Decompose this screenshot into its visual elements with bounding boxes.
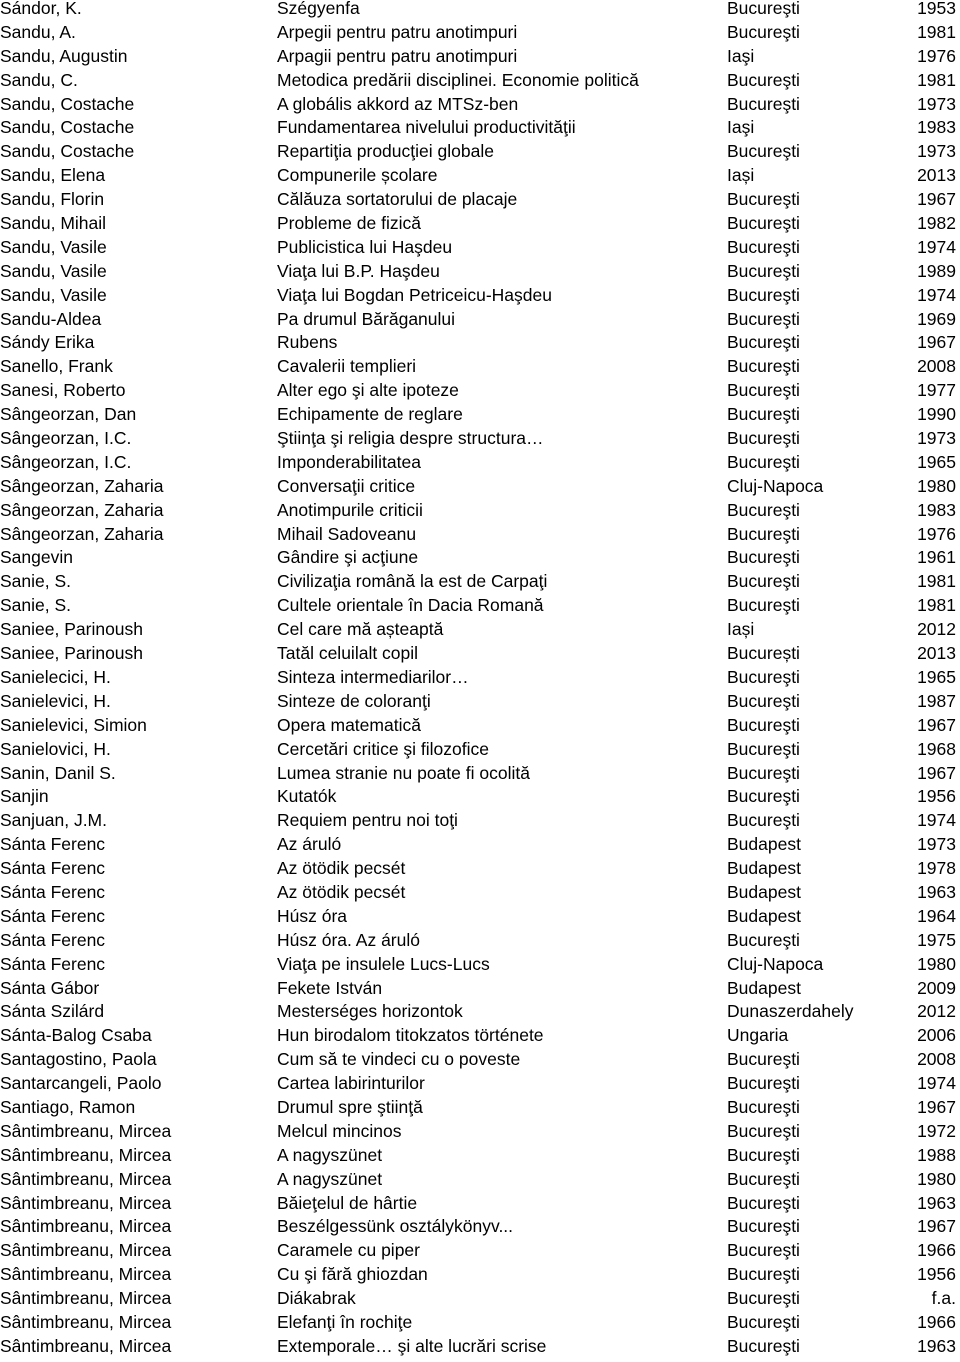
list-item: [0, 355, 960, 379]
publication-year: 1974: [917, 236, 956, 257]
author-name: Sanie, S.: [0, 571, 72, 592]
author-name: Sandu, Elena: [0, 165, 106, 186]
list-item: [0, 1024, 960, 1048]
publication-city: Bucureşti: [727, 451, 800, 472]
publication-city: Bucureşti: [727, 1311, 800, 1332]
publication-year: 1953: [917, 0, 956, 18]
list-item: [0, 690, 960, 714]
author-name: Santagostino, Paola: [0, 1049, 157, 1070]
publication-city: Bucureşti: [727, 21, 800, 42]
author-name: Sângeorzan, I.C.: [0, 451, 132, 472]
publication-city: Bucureşti: [727, 1073, 800, 1094]
book-title: Beszélgessünk osztálykönyv...: [277, 1216, 514, 1237]
list-item: [0, 809, 960, 833]
author-name: Sanesi, Roberto: [0, 380, 126, 401]
author-name: Santarcangeli, Paolo: [0, 1073, 162, 1094]
publication-city: Bucureşti: [727, 1144, 800, 1165]
list-item: [0, 499, 960, 523]
book-title: Szégyenfa: [277, 0, 360, 18]
publication-year: 1967: [917, 189, 956, 210]
publication-city: Bucureşti: [727, 404, 800, 425]
author-name: Sandu, Costache: [0, 141, 135, 162]
list-item: [0, 308, 960, 332]
publication-year: 1974: [917, 1073, 956, 1094]
publication-year: 1965: [917, 451, 956, 472]
publication-city: Bucureşti: [727, 332, 800, 353]
list-item: [0, 1096, 960, 1120]
book-title: Opera matematică: [277, 714, 421, 735]
book-title: Băieţelul de hârtie: [277, 1192, 418, 1213]
list-item: [0, 1287, 960, 1311]
author-name: Sanielecici, H.: [0, 666, 111, 687]
publication-year: 1961: [917, 547, 956, 568]
publication-city: Bucureşti: [727, 499, 800, 520]
publication-city: Bucureşti: [727, 666, 800, 687]
list-item: [0, 905, 960, 929]
publication-year: 1973: [917, 141, 956, 162]
list-item: [0, 1192, 960, 1216]
book-title: Cercetări critice şi filozofice: [277, 738, 489, 759]
book-title: Ştiinţa şi religia despre structura…: [277, 428, 544, 449]
list-item: [0, 164, 960, 188]
publication-year: 1980: [917, 475, 956, 496]
publication-city: Bucureşti: [727, 1096, 800, 1117]
publication-year: 1980: [917, 953, 956, 974]
list-item: [0, 1000, 960, 1024]
publication-city: București: [727, 643, 800, 664]
publication-city: Bucureşti: [727, 236, 800, 257]
list-item: [0, 284, 960, 308]
publication-year: 1967: [917, 714, 956, 735]
publication-city: Bucureşti: [727, 929, 800, 950]
publication-year: 1976: [917, 45, 956, 66]
book-title: Mihail Sadoveanu: [277, 523, 417, 544]
publication-city: Cluj-Napoca: [727, 475, 824, 496]
author-name: Sandu, Augustin: [0, 45, 128, 66]
publication-city: Bucureşti: [727, 571, 800, 592]
author-name: Sângeorzan, Zaharia: [0, 523, 164, 544]
list-item: [0, 140, 960, 164]
list-item: [0, 331, 960, 355]
book-title: Compunerile școlare: [277, 165, 438, 186]
list-item: [0, 212, 960, 236]
publication-city: Bucureşti: [727, 428, 800, 449]
author-name: Santiago, Ramon: [0, 1096, 136, 1117]
publication-year: 1956: [917, 786, 956, 807]
publication-city: Bucureşti: [727, 1216, 800, 1237]
author-name: Sântimbreanu, Mircea: [0, 1240, 172, 1261]
author-name: Sandu, Costache: [0, 117, 135, 138]
publication-year: 1967: [917, 1216, 956, 1237]
publication-year: 1965: [917, 666, 956, 687]
book-title: Cel care mă așteaptă: [277, 619, 444, 640]
book-title: Arpegii pentru patru anotimpuri: [277, 21, 518, 42]
publication-city: Bucureşti: [727, 547, 800, 568]
book-title: Echipamente de reglare: [277, 404, 463, 425]
list-item: [0, 188, 960, 212]
author-name: Sântimbreanu, Mircea: [0, 1120, 172, 1141]
publication-city: Bucureşti: [727, 595, 800, 616]
author-name: Sântimbreanu, Mircea: [0, 1144, 172, 1165]
book-title: Rubens: [277, 332, 338, 353]
author-name: Sánta Ferenc: [0, 953, 106, 974]
publication-city: Bucureşti: [727, 213, 800, 234]
book-title: Metodica predării disciplinei. Economie politică: [277, 69, 639, 90]
publication-city: Bucureşti: [727, 284, 800, 305]
book-title: Fekete István: [277, 977, 383, 998]
publication-year: 1989: [917, 260, 956, 281]
publication-city: Bucureşti: [727, 93, 800, 114]
book-title: A globális akkord az MTSz-ben: [277, 93, 519, 114]
author-name: Sângeorzan, Zaharia: [0, 499, 164, 520]
author-name: Sandu-Aldea: [0, 308, 102, 329]
list-item: [0, 1120, 960, 1144]
book-title: Elefanţi în rochiţe: [277, 1311, 413, 1332]
author-name: Saniee, Parinoush: [0, 619, 144, 640]
book-title: Az áruló: [277, 834, 342, 855]
list-item: [0, 1144, 960, 1168]
publication-year: 1963: [917, 1335, 956, 1356]
list-item: [0, 785, 960, 809]
publication-city: Bucureşti: [727, 380, 800, 401]
author-name: Sándy Erika: [0, 332, 95, 353]
publication-year: 2006: [917, 1025, 956, 1046]
publication-city: Budapest: [727, 977, 801, 998]
publication-year: 2013: [917, 165, 956, 186]
list-item: [0, 618, 960, 642]
author-name: Sanin, Danil S.: [0, 762, 116, 783]
list-item: [0, 857, 960, 881]
book-title: Civilizaţia română la est de Carpaţi: [277, 571, 548, 592]
book-title: Cultele orientale în Dacia Romană: [277, 595, 544, 616]
publication-year: 1972: [917, 1120, 956, 1141]
list-item: [0, 260, 960, 284]
publication-year: 1967: [917, 762, 956, 783]
book-title: Publicistica lui Haşdeu: [277, 236, 453, 257]
publication-year: 2008: [917, 1049, 956, 1070]
list-item: [0, 403, 960, 427]
publication-year: 2013: [917, 643, 956, 664]
publication-year: 1973: [917, 428, 956, 449]
author-name: Sánta Szilárd: [0, 1001, 105, 1022]
publication-year: 1966: [917, 1240, 956, 1261]
author-name: Sanielevici, H.: [0, 690, 111, 711]
list-item: [0, 1263, 960, 1287]
publication-year: 1988: [917, 1144, 956, 1165]
list-item: [0, 69, 960, 93]
author-name: Sântimbreanu, Mircea: [0, 1216, 172, 1237]
list-item: [0, 570, 960, 594]
publication-city: Bucureşti: [727, 738, 800, 759]
author-name: Sângeorzan, Dan: [0, 404, 137, 425]
book-title: Alter ego şi alte ipoteze: [277, 380, 459, 401]
author-name: Sandu, Florin: [0, 189, 105, 210]
author-name: Sandu, Vasile: [0, 260, 107, 281]
publication-city: Iași: [727, 619, 755, 640]
publication-city: Iași: [727, 165, 755, 186]
publication-city: Bucureşti: [727, 1168, 800, 1189]
list-item: [0, 953, 960, 977]
book-title: Mesterséges horizontok: [277, 1001, 463, 1022]
book-title: Tatăl celuilalt copil: [277, 643, 419, 664]
author-name: Sánta Gábor: [0, 977, 100, 998]
author-name: Sângeorzan, Zaharia: [0, 475, 164, 496]
book-title: Cavalerii templieri: [277, 356, 417, 377]
publication-year: 2009: [917, 977, 956, 998]
list-item: [0, 714, 960, 738]
book-title: Hun birodalom titokzatos története: [277, 1025, 544, 1046]
list-item: [0, 1239, 960, 1263]
author-name: Sánta Ferenc: [0, 929, 106, 950]
author-name: Sandu, Vasile: [0, 236, 107, 257]
book-title: Cartea labirinturilor: [277, 1073, 425, 1094]
list-item: [0, 45, 960, 69]
publication-city: Bucureşti: [727, 1120, 800, 1141]
publication-city: Bucureşti: [727, 762, 800, 783]
list-item: [0, 116, 960, 140]
publication-city: Bucureşti: [727, 714, 800, 735]
book-title: A nagyszünet: [277, 1168, 383, 1189]
list-item: [0, 666, 960, 690]
author-name: Sandu, Vasile: [0, 284, 107, 305]
book-title: Az ötödik pecsét: [277, 881, 406, 902]
book-title: Viaţa lui B.P. Haşdeu: [277, 260, 440, 281]
book-title: Viaţa lui Bogdan Petriceicu-Haşdeu: [277, 284, 552, 305]
publication-year: 1987: [917, 690, 956, 711]
book-title: Kutatók: [277, 786, 337, 807]
list-item: [0, 594, 960, 618]
book-title: A nagyszünet: [277, 1144, 383, 1165]
author-name: Sangevin: [0, 547, 73, 568]
publication-city: Bucureşti: [727, 690, 800, 711]
publication-city: Bucureşti: [727, 1240, 800, 1261]
list-item: [0, 977, 960, 1001]
author-name: Sântimbreanu, Mircea: [0, 1192, 172, 1213]
book-title: Sinteze de coloranţi: [277, 690, 431, 711]
publication-year: 1982: [917, 213, 956, 234]
author-name: Sântimbreanu, Mircea: [0, 1288, 172, 1309]
publication-year: 1964: [917, 905, 956, 926]
publication-city: Dunaszerdahely: [727, 1001, 854, 1022]
publication-city: Bucureşti: [727, 0, 800, 18]
publication-year: 2012: [917, 1001, 956, 1022]
author-name: Sanielevici, Simion: [0, 714, 147, 735]
publication-city: Bucureşti: [727, 1288, 800, 1309]
author-name: Sánta Ferenc: [0, 905, 106, 926]
list-item: [0, 427, 960, 451]
publication-year: 1981: [917, 595, 956, 616]
publication-city: Cluj-Napoca: [727, 953, 824, 974]
publication-year: 1981: [917, 21, 956, 42]
book-title: Extemporale… şi alte lucrări scrise: [277, 1335, 547, 1356]
author-name: Sandu, Costache: [0, 93, 135, 114]
publication-year: 1956: [917, 1264, 956, 1285]
book-title: Húsz óra. Az áruló: [277, 929, 420, 950]
publication-city: Bucureşti: [727, 1335, 800, 1356]
list-item: [0, 0, 960, 21]
publication-year: 1981: [917, 69, 956, 90]
list-item: [0, 475, 960, 499]
publication-city: Ungaria: [727, 1025, 789, 1046]
list-item: [0, 1215, 960, 1239]
publication-year: 1967: [917, 332, 956, 353]
author-name: Sándor, K.: [0, 0, 82, 18]
publication-year: 1969: [917, 308, 956, 329]
publication-year: 1974: [917, 284, 956, 305]
author-name: Sánta Ferenc: [0, 834, 106, 855]
book-title: Lumea stranie nu poate fi ocolită: [277, 762, 530, 783]
publication-year: 1976: [917, 523, 956, 544]
list-item: [0, 1072, 960, 1096]
list-item: [0, 1048, 960, 1072]
list-item: [0, 762, 960, 786]
book-title: Cu şi fără ghiozdan: [277, 1264, 428, 1285]
author-name: Sanielovici, H.: [0, 738, 111, 759]
book-title: Az ötödik pecsét: [277, 858, 406, 879]
publication-year: 1973: [917, 93, 956, 114]
list-item: [0, 546, 960, 570]
book-title: Călăuza sortatorului de placaje: [277, 189, 518, 210]
publication-city: Bucureşti: [727, 69, 800, 90]
publication-year: 1973: [917, 834, 956, 855]
book-title: Fundamentarea nivelului productivităţii: [277, 117, 576, 138]
book-title: Repartiţia producţiei globale: [277, 141, 494, 162]
author-name: Sanjin: [0, 786, 49, 807]
author-name: Sandu, C.: [0, 69, 78, 90]
author-name: Sanie, S.: [0, 595, 72, 616]
list-item: [0, 738, 960, 762]
publication-city: Bucureşti: [727, 356, 800, 377]
publication-city: Bucureşti: [727, 141, 800, 162]
publication-year: 1980: [917, 1168, 956, 1189]
author-name: Saniee, Parinoush: [0, 643, 144, 664]
book-title: Anotimpurile criticii: [277, 499, 423, 520]
publication-city: Bucureşti: [727, 1049, 800, 1070]
publication-city: Bucureşti: [727, 1192, 800, 1213]
publication-year: 1977: [917, 380, 956, 401]
publication-city: Budapest: [727, 881, 801, 902]
author-name: Sanello, Frank: [0, 356, 113, 377]
author-name: Sântimbreanu, Mircea: [0, 1264, 172, 1285]
publication-year: 1963: [917, 1192, 956, 1213]
list-item: [0, 929, 960, 953]
publication-city: Iaşi: [727, 45, 755, 66]
author-name: Sánta Ferenc: [0, 858, 106, 879]
book-title: Gândire şi acţiune: [277, 547, 419, 568]
book-title: Caramele cu piper: [277, 1240, 420, 1261]
book-title: Imponderabilitatea: [277, 451, 421, 472]
publication-year: 1981: [917, 571, 956, 592]
list-item: [0, 236, 960, 260]
publication-city: Iaşi: [727, 117, 755, 138]
publication-city: Bucureşti: [727, 189, 800, 210]
publication-city: Bucureşti: [727, 260, 800, 281]
author-name: Sângeorzan, I.C.: [0, 428, 132, 449]
list-item: [0, 379, 960, 403]
author-name: Sântimbreanu, Mircea: [0, 1335, 172, 1356]
author-name: Sandu, A.: [0, 21, 76, 42]
list-item: [0, 451, 960, 475]
publication-year: f.a.: [931, 1288, 956, 1309]
book-title: Arpagii pentru patru anotimpuri: [277, 45, 518, 66]
publication-year: 1967: [917, 1096, 956, 1117]
publication-year: 1983: [917, 117, 956, 138]
publication-city: Budapest: [727, 834, 801, 855]
author-name: Sanjuan, J.M.: [0, 810, 107, 831]
publication-year: 1966: [917, 1311, 956, 1332]
publication-year: 1983: [917, 499, 956, 520]
book-title: Sinteza intermediarilor…: [277, 666, 469, 687]
publication-city: Bucureşti: [727, 786, 800, 807]
publication-year: 2008: [917, 356, 956, 377]
list-item: [0, 881, 960, 905]
book-title: Probleme de fizică: [277, 213, 421, 234]
book-title: Conversaţii critice: [277, 475, 416, 496]
publication-year: 1990: [917, 404, 956, 425]
publication-city: Bucureşti: [727, 1264, 800, 1285]
list-item: [0, 642, 960, 666]
publication-year: 2012: [917, 619, 956, 640]
publication-year: 1963: [917, 881, 956, 902]
author-name: Sánta-Balog Csaba: [0, 1025, 152, 1046]
book-title: Pa drumul Bărăganului: [277, 308, 456, 329]
list-item: [0, 21, 960, 45]
list-item: [0, 1311, 960, 1335]
list-item: [0, 93, 960, 117]
author-name: Sântimbreanu, Mircea: [0, 1311, 172, 1332]
book-title: Drumul spre ştiinţă: [277, 1096, 423, 1117]
publication-year: 1978: [917, 858, 956, 879]
publication-year: 1968: [917, 738, 956, 759]
publication-city: Bucureşti: [727, 810, 800, 831]
publication-year: 1975: [917, 929, 956, 950]
author-name: Sánta Ferenc: [0, 881, 106, 902]
book-title: Melcul mincinos: [277, 1120, 402, 1141]
list-item: [0, 1168, 960, 1192]
list-item: [0, 833, 960, 857]
list-item: [0, 523, 960, 547]
book-title: Diákabrak: [277, 1288, 356, 1309]
publication-city: Bucureşti: [727, 308, 800, 329]
publication-city: Bucureşti: [727, 523, 800, 544]
author-name: Sandu, Mihail: [0, 213, 107, 234]
book-title: Húsz óra: [277, 905, 348, 926]
book-title: Cum să te vindeci cu o poveste: [277, 1049, 521, 1070]
publication-year: 1974: [917, 810, 956, 831]
publication-city: Budapest: [727, 905, 801, 926]
author-name: Sântimbreanu, Mircea: [0, 1168, 172, 1189]
list-item: [0, 1335, 960, 1359]
book-title: Viaţa pe insulele Lucs-Lucs: [277, 953, 490, 974]
publication-city: Budapest: [727, 858, 801, 879]
book-title: Requiem pentru noi toţi: [277, 810, 458, 831]
